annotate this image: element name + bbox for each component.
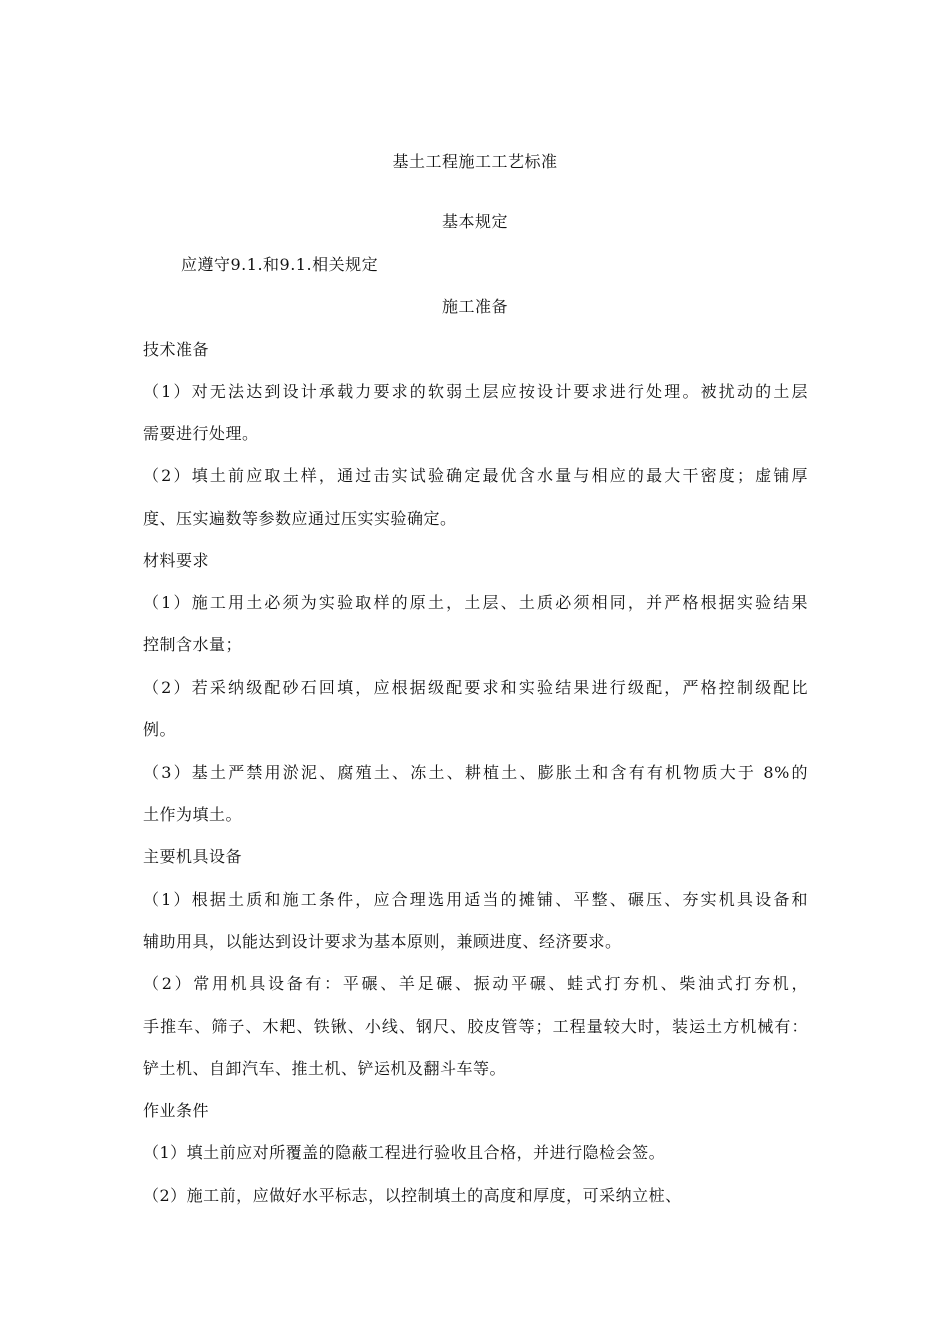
paragraph-line: （1）施工用土必须为实验取样的原土，土层、土质必须相同，并严格根据实验结果: [143, 593, 808, 612]
paragraph-line: 控制含水量；: [143, 635, 243, 654]
paragraph-line: 铲土机、自卸汽车、推土机、铲运机及翻斗车等。: [143, 1059, 507, 1078]
document-title: 基土工程施工工艺标准: [392, 152, 558, 171]
section-heading-basic: 基本规定: [441, 212, 508, 231]
subheading-tech: 技术准备: [143, 340, 210, 359]
paragraph-line: 手推车、筛子、木耙、铁锹、小线、钢尺、胶皮管等；工程量较大时，装运土方机械有：: [143, 1017, 808, 1036]
paragraph-line: 辅助用具，以能达到设计要求为基本原则，兼顾进度、经济要求。: [143, 932, 622, 951]
paragraph-line: 需要进行处理。: [143, 424, 259, 443]
basic-text: 应遵守9.1.和9.1.相关规定: [181, 255, 379, 274]
paragraph-line: （2）施工前，应做好水平标志，以控制填土的高度和厚度，可采纳立桩、: [143, 1186, 682, 1205]
paragraph-line: （1）填土前应对所覆盖的隐蔽工程进行验收且合格，并进行隐检会签。: [143, 1143, 666, 1162]
paragraph-line: （1）对无法达到设计承载力要求的软弱土层应按设计要求进行处理。被扰动的土层: [143, 382, 808, 401]
paragraph-line: 度、压实遍数等参数应通过压实实验确定。: [143, 509, 457, 528]
paragraph-line: 例。: [143, 720, 177, 739]
subheading-material: 材料要求: [143, 551, 210, 570]
section-heading-prep: 施工准备: [441, 297, 508, 316]
paragraph-line: （3）基土严禁用淤泥、腐殖土、冻土、耕植土、膨胀土和含有有机物质大于 8%的: [143, 763, 808, 782]
paragraph-line: （2）常用机具设备有：平碾、羊足碾、振动平碾、蛙式打夯机、柴油式打夯机，: [143, 974, 808, 993]
paragraph-line: 土作为填土。: [143, 805, 243, 824]
paragraph-line: （1）根据土质和施工条件，应合理选用适当的摊铺、平整、碾压、夯实机具设备和: [143, 890, 808, 909]
paragraph-line: （2）若采纳级配砂石回填，应根据级配要求和实验结果进行级配，严格控制级配比: [143, 678, 808, 697]
subheading-equipment: 主要机具设备: [143, 847, 243, 866]
subheading-conditions: 作业条件: [143, 1101, 210, 1120]
paragraph-line: （2）填土前应取土样，通过击实试验确定最优含水量与相应的最大干密度；虚铺厚: [143, 466, 808, 485]
